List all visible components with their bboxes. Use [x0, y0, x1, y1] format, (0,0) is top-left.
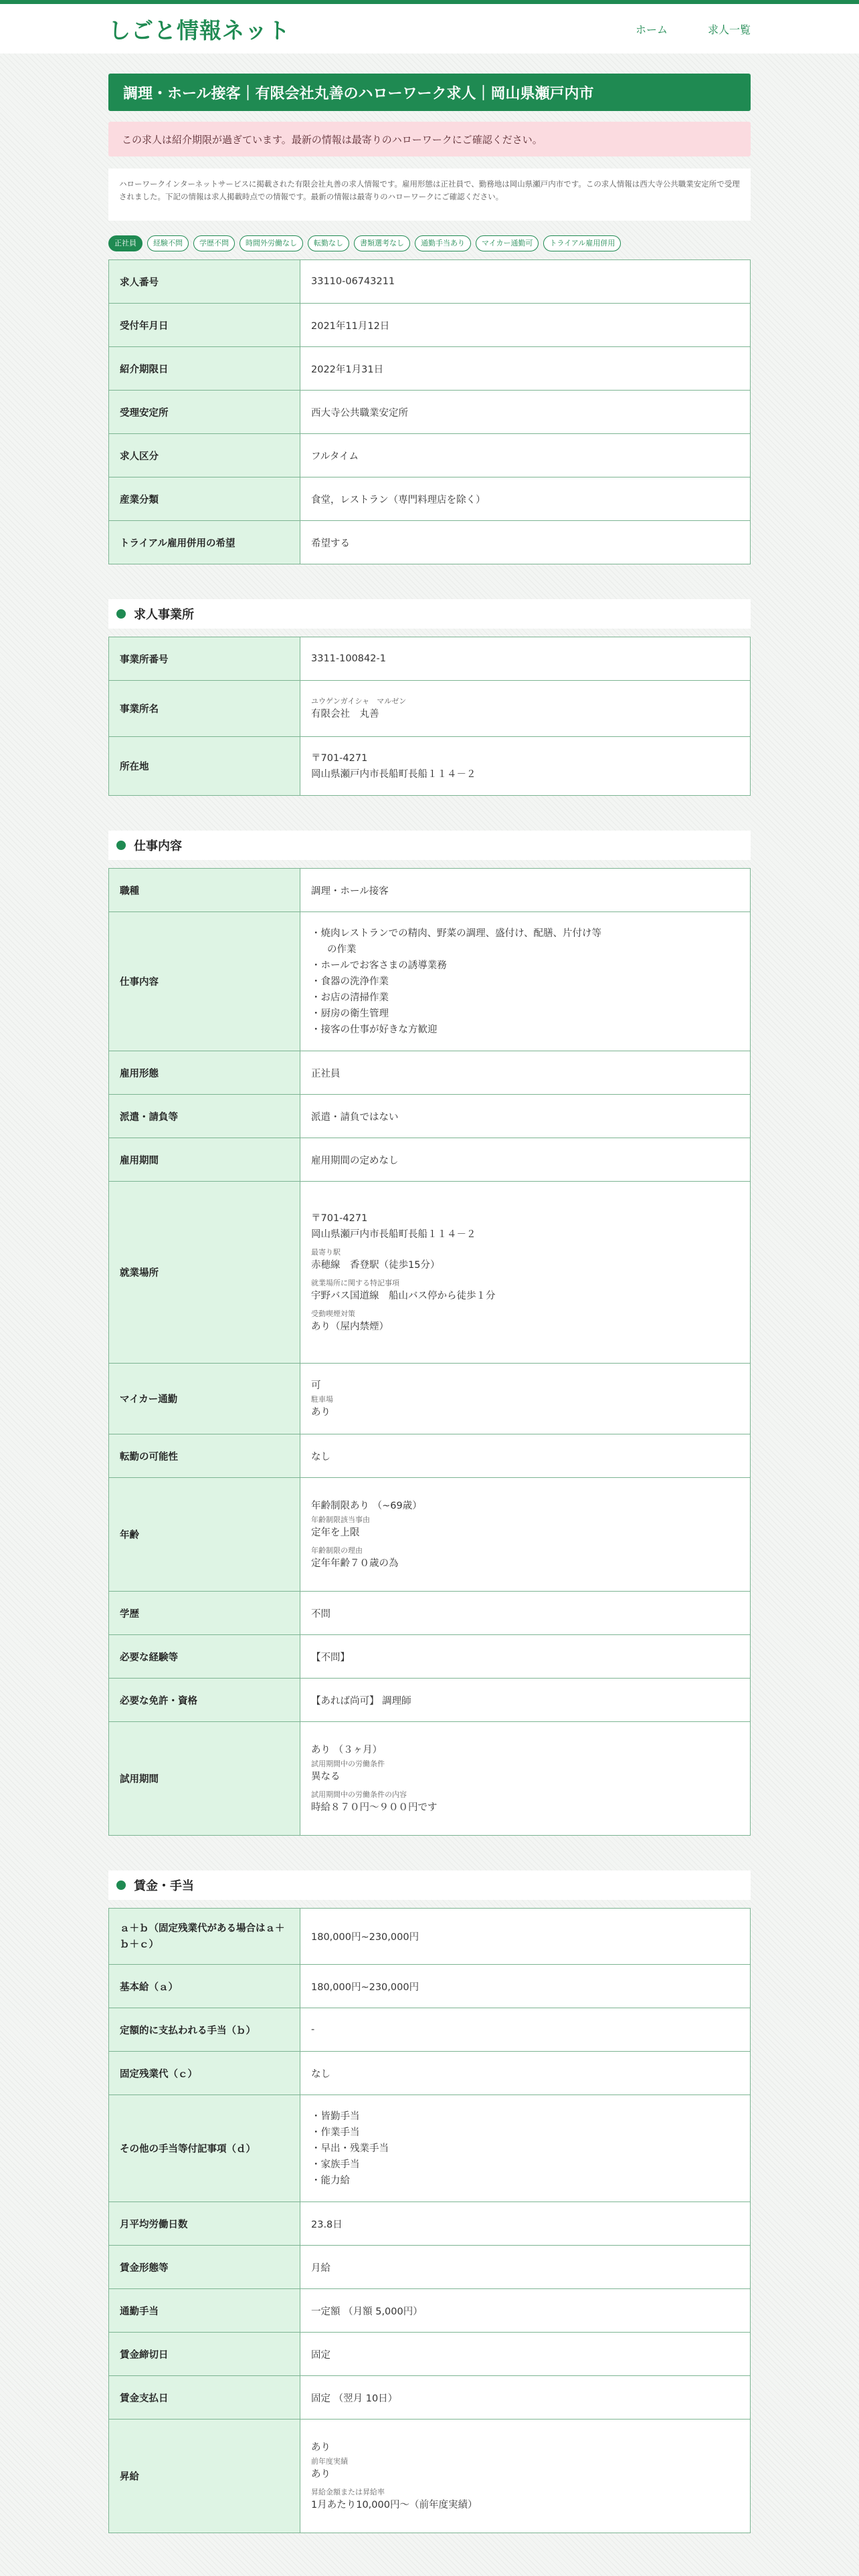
- row-label: ａ＋ｂ（固定残業代がある場合はａ＋ｂ＋ｃ）: [109, 1909, 300, 1965]
- age-limit-why: 定年年齢７０歳の為: [311, 1558, 399, 1569]
- parking-label: 駐車場: [311, 1394, 333, 1404]
- row-value: [300, 737, 751, 796]
- tag-item[interactable]: 時間外労働なし: [240, 235, 303, 251]
- allowance-item: ・早出・残業手当: [311, 2143, 389, 2154]
- row-label: 必要な免許・資格: [109, 1679, 300, 1722]
- table-row: [109, 1592, 751, 1635]
- basic-info-table: [108, 259, 751, 564]
- row-value: [300, 1364, 751, 1434]
- row-value: 23.8日: [300, 2202, 751, 2246]
- row-value: 雇用期間の定めなし: [300, 1138, 751, 1182]
- table-row: [109, 2376, 751, 2420]
- table-row: [109, 434, 751, 477]
- row-label: 求人区分: [109, 434, 300, 477]
- office-name-kana: ユウゲンガイシャ マルゼン: [311, 696, 407, 706]
- table-row: [109, 737, 751, 796]
- row-label: 派遣・請負等: [109, 1095, 300, 1138]
- job-description-summary: ハローワークインターネットサービスに掲載された有限会社丸善の求人情報です。雇用形態は正社員で、勤務地は岡山県瀬戸内市です。この求人情報は西大寺公共職業安定所で受理されました。下記の情報は求人掲載時点での情報です。最新の情報は最寄りのハローワークにご確認ください。: [108, 169, 751, 221]
- table-row: [109, 1138, 751, 1182]
- job-duty-line: の作業: [327, 944, 357, 955]
- site-logo[interactable]: しごと情報ネット: [108, 17, 290, 43]
- nearest-station-label: 最寄り駅: [311, 1247, 341, 1257]
- allowance-item: ・能力給: [311, 2175, 350, 2186]
- bullet-dot-icon: [116, 609, 126, 619]
- row-value: [300, 681, 751, 737]
- row-label: 月平均労働日数: [109, 2202, 300, 2246]
- table-row: [109, 521, 751, 564]
- job-table: [108, 868, 751, 1836]
- row-label: 紹介期限日: [109, 347, 300, 391]
- table-row: [109, 304, 751, 347]
- row-label: マイカー通勤: [109, 1364, 300, 1434]
- job-duty-line: ・接客の仕事が好きな方歓迎: [311, 1024, 438, 1035]
- office-table: [108, 637, 751, 796]
- row-value: 180,000円~230,000円: [300, 1909, 751, 1965]
- row-value: なし: [300, 1434, 751, 1478]
- job-duty-line: ・厨房の衛生管理: [311, 1008, 389, 1019]
- allowance-item: ・家族手当: [311, 2159, 360, 2170]
- raise-record: あり: [311, 2468, 330, 2480]
- section-heading-office: [108, 599, 751, 629]
- main-nav: [636, 21, 751, 37]
- row-label: 賃金支払日: [109, 2376, 300, 2420]
- section-heading-text: 仕事内容: [134, 839, 182, 853]
- main-content: [108, 74, 751, 2533]
- row-label: 所在地: [109, 737, 300, 796]
- table-row: [109, 1722, 751, 1836]
- row-value: 固定 （翌月 10日）: [300, 2376, 751, 2420]
- table-row: [109, 869, 751, 912]
- row-label: 職種: [109, 869, 300, 912]
- row-label: 受理安定所: [109, 391, 300, 434]
- nav-home-link[interactable]: ホーム: [635, 23, 668, 36]
- table-row: [109, 1679, 751, 1722]
- row-label: その他の手当等付記事項（ｄ）: [109, 2095, 300, 2202]
- table-row: [109, 1182, 751, 1364]
- allowance-item: ・皆勤手当: [311, 2111, 360, 2122]
- table-row: [109, 2420, 751, 2533]
- table-row: [109, 2095, 751, 2202]
- tag-item[interactable]: マイカー通勤可: [476, 235, 539, 251]
- nav-job-list-link[interactable]: 求人一覧: [707, 23, 751, 36]
- job-duty-line: ・焼肉レストランでの精肉、野菜の調理、盛付け、配膳、片付け等: [311, 928, 601, 939]
- row-value: [300, 1182, 751, 1364]
- row-label: 就業場所: [109, 1182, 300, 1364]
- table-row: [109, 912, 751, 1051]
- row-value: なし: [300, 2052, 751, 2095]
- table-row: [109, 1635, 751, 1679]
- raise-amount: 1月あたり10,000円～（前年度実績）: [311, 2499, 478, 2510]
- tag-item[interactable]: 学歴不問: [193, 235, 235, 251]
- row-label: 雇用期間: [109, 1138, 300, 1182]
- row-label: 試用期間: [109, 1722, 300, 1836]
- tag-item[interactable]: 書類選考なし: [354, 235, 410, 251]
- expired-alert: この求人は紹介期限が過ぎています。最新の情報は最寄りのハローワークにご確認ください。: [108, 122, 751, 156]
- workplace-note-label: 就業場所に関する特記事項: [311, 1278, 399, 1287]
- tag-item[interactable]: 経験不問: [147, 235, 189, 251]
- row-value: 固定: [300, 2333, 751, 2376]
- row-label: 必要な経験等: [109, 1635, 300, 1679]
- row-label: 事業所名: [109, 681, 300, 737]
- table-row: [109, 2333, 751, 2376]
- row-value: 一定額 （月額 5,000円）: [300, 2289, 751, 2333]
- age-limit-reason: 定年を上限: [311, 1527, 360, 1538]
- table-row: [109, 2052, 751, 2095]
- row-value: [300, 1478, 751, 1592]
- workplace-note: 宇野バス国道線 船山バス停から徒歩１分: [311, 1290, 496, 1301]
- allowance-item: ・作業手当: [311, 2127, 360, 2138]
- smoking-policy-label: 受動喫煙対策: [311, 1309, 355, 1318]
- row-label: 受付年月日: [109, 304, 300, 347]
- row-value: 月給: [300, 2246, 751, 2289]
- raise-record-label: 前年度実績: [311, 2456, 348, 2466]
- table-row: [109, 1478, 751, 1592]
- table-row: [109, 681, 751, 737]
- trial-period: あり （３ヶ月）: [311, 1744, 383, 1755]
- table-row: [109, 347, 751, 391]
- row-value: 33110-06743211: [300, 260, 751, 304]
- row-value: 2021年11月12日: [300, 304, 751, 347]
- raise-amount-label: 昇給金額または昇給率: [311, 2487, 385, 2496]
- table-row: [109, 637, 751, 681]
- trial-details: 時給８７０円～９００円です: [311, 1802, 438, 1813]
- wage-table: [108, 1908, 751, 2533]
- trial-conditions-label: 試用期間中の労働条件: [311, 1759, 385, 1768]
- section-heading-wage: [108, 1870, 751, 1900]
- row-label: 定額的に支払われる手当（ｂ）: [109, 2008, 300, 2052]
- row-label: 昇給: [109, 2420, 300, 2533]
- table-row: [109, 1364, 751, 1434]
- bullet-dot-icon: [116, 841, 126, 850]
- row-value: [300, 1722, 751, 1836]
- table-row: [109, 391, 751, 434]
- trial-conditions: 異なる: [311, 1771, 341, 1782]
- row-label: 通勤手当: [109, 2289, 300, 2333]
- table-row: [109, 1095, 751, 1138]
- tag-item[interactable]: 転勤なし: [308, 235, 349, 251]
- job-duty-line: ・ホールでお客さまの誘導業務: [311, 960, 447, 971]
- row-value: 3311-100842-1: [300, 637, 751, 681]
- tag-item[interactable]: 通勤手当あり: [415, 235, 471, 251]
- bullet-dot-icon: [116, 1881, 126, 1890]
- job-duty-line: ・お店の清掃作業: [311, 992, 389, 1003]
- table-row: [109, 1965, 751, 2008]
- parking-value: あり: [311, 1406, 330, 1418]
- tag-item[interactable]: トライアル雇用併用: [543, 235, 621, 251]
- row-value: 西大寺公共職業安定所: [300, 391, 751, 434]
- row-label: 基本給（ａ）: [109, 1965, 300, 2008]
- row-label: トライアル雇用併用の希望: [109, 521, 300, 564]
- table-row: [109, 260, 751, 304]
- row-value: 希望する: [300, 521, 751, 564]
- row-value: 派遣・請負ではない: [300, 1095, 751, 1138]
- row-value: 180,000円~230,000円: [300, 1965, 751, 2008]
- section-heading-text: 求人事業所: [134, 608, 194, 622]
- section-heading-job: [108, 831, 751, 860]
- nearest-station: 赤穂線 香登駅（徒歩15分）: [311, 1259, 440, 1271]
- raise-value: あり: [311, 2442, 330, 2453]
- row-label: 年齢: [109, 1478, 300, 1592]
- row-value: 2022年1月31日: [300, 347, 751, 391]
- table-row: [109, 2008, 751, 2052]
- table-row: [109, 2289, 751, 2333]
- workplace-address: 岡山県瀬戸内市長船町長船１１４－２: [311, 1228, 476, 1240]
- trial-details-label: 試用期間中の労働条件の内容: [311, 1790, 407, 1799]
- row-value: 食堂，レストラン（専門料理店を除く）: [300, 477, 751, 521]
- row-value: 【あれば尚可】 調理師: [300, 1679, 751, 1722]
- job-duty-line: ・食器の洗浄作業: [311, 976, 389, 987]
- page-title: 調理・ホール接客｜有限会社丸善のハローワーク求人｜岡山県瀬戸内市: [108, 74, 751, 111]
- mycar-value: 可: [311, 1380, 321, 1391]
- row-value: 不問: [300, 1592, 751, 1635]
- age-limit-reason-label: 年齢制限該当事由: [311, 1515, 370, 1524]
- row-label: 仕事内容: [109, 912, 300, 1051]
- row-label: 固定残業代（ｃ）: [109, 2052, 300, 2095]
- office-address: 岡山県瀬戸内市長船町長船１１４－２: [311, 768, 476, 780]
- row-label: 賃金締切日: [109, 2333, 300, 2376]
- age-limit-why-label: 年齢制限の理由: [311, 1545, 363, 1555]
- tag-list: [108, 235, 751, 251]
- table-row: [109, 1051, 751, 1095]
- smoking-policy: あり（屋内禁煙）: [311, 1321, 389, 1332]
- table-row: [109, 2246, 751, 2289]
- site-header: [0, 4, 859, 53]
- tag-item[interactable]: 正社員: [108, 235, 142, 251]
- row-label: 賃金形態等: [109, 2246, 300, 2289]
- row-value: [300, 2420, 751, 2533]
- row-value: フルタイム: [300, 434, 751, 477]
- row-value: 正社員: [300, 1051, 751, 1095]
- table-row: [109, 1909, 751, 1965]
- row-value: [300, 2095, 751, 2202]
- row-value: 調理・ホール接客: [300, 869, 751, 912]
- office-zip: 〒701-4271: [311, 752, 368, 764]
- row-label: 事業所番号: [109, 637, 300, 681]
- row-label: 雇用形態: [109, 1051, 300, 1095]
- table-row: [109, 477, 751, 521]
- row-label: 産業分類: [109, 477, 300, 521]
- table-row: [109, 2202, 751, 2246]
- row-label: 学歴: [109, 1592, 300, 1635]
- table-row: [109, 1434, 751, 1478]
- row-value: -: [300, 2008, 751, 2052]
- row-value: 【不問】: [300, 1635, 751, 1679]
- office-name: 有限会社 丸善: [311, 708, 379, 720]
- row-label: 求人番号: [109, 260, 300, 304]
- workplace-zip: 〒701-4271: [311, 1212, 368, 1224]
- section-heading-text: 賃金・手当: [134, 1879, 194, 1893]
- row-value: [300, 912, 751, 1051]
- age-limit: 年齢制限あり （~69歳）: [311, 1500, 422, 1511]
- row-label: 転勤の可能性: [109, 1434, 300, 1478]
